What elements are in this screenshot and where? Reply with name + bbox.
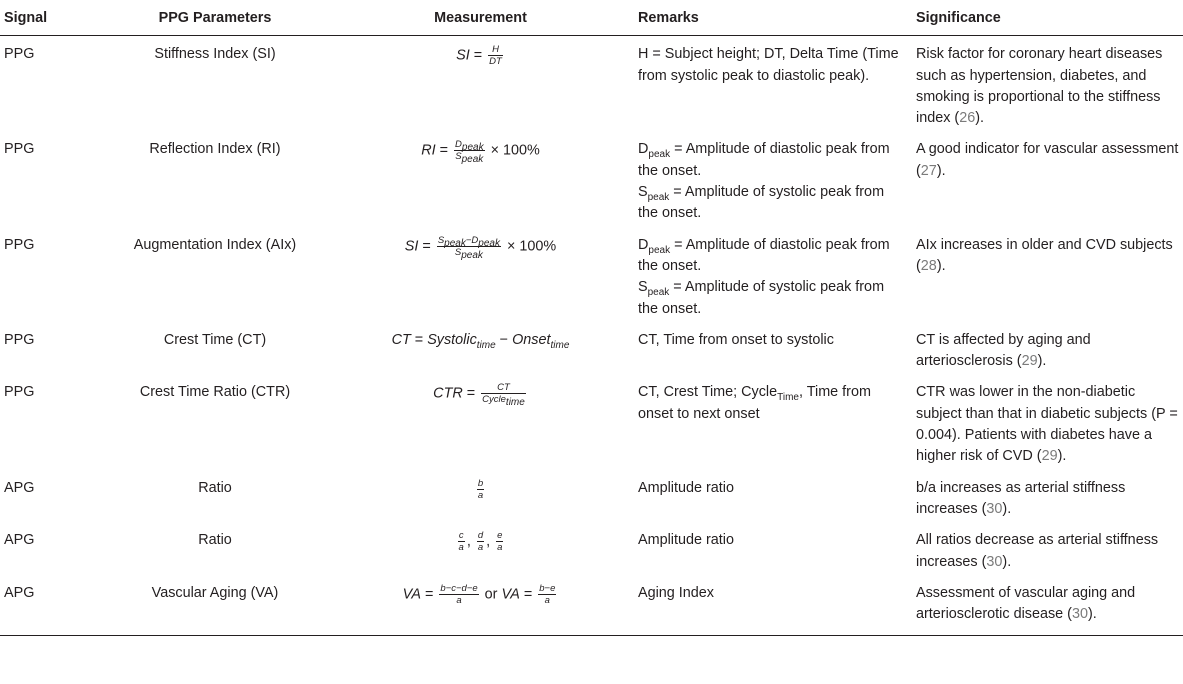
cell-signal: PPG xyxy=(4,384,35,401)
formula-equals: = xyxy=(421,586,438,603)
formula-lhs: SI xyxy=(404,237,419,254)
formula-lhs: CT xyxy=(391,331,411,348)
operator: − xyxy=(465,234,472,246)
cell-signal: PPG xyxy=(4,141,35,158)
cell-parameter: Augmentation Index (AIx) xyxy=(133,236,297,253)
remark-diastolic xyxy=(638,235,908,278)
cell-measurement xyxy=(327,322,634,375)
table-row xyxy=(0,322,1183,375)
reference-link[interactable]: 30 xyxy=(986,553,1003,570)
significance-text: All ratios decrease as arterial stiffness increases ( xyxy=(916,532,1159,570)
cell-significance xyxy=(912,522,1183,575)
remark-text: = Amplitude of systolic peak from the onset. xyxy=(638,184,885,222)
header-remarks: Remarks xyxy=(634,6,912,36)
formula-lhs: RI xyxy=(421,142,436,159)
fraction xyxy=(437,234,501,261)
remark-text: = Amplitude of diastolic peak from the onset. xyxy=(638,236,890,274)
significance-end: ). xyxy=(936,257,946,274)
cell-parameter: Vascular Aging (VA) xyxy=(103,575,327,636)
formula-lhs: SI xyxy=(456,47,470,64)
reference-link[interactable]: 29 xyxy=(1021,353,1038,370)
fraction-numerator xyxy=(437,235,501,247)
symbol: S xyxy=(437,234,445,246)
cell-remarks: Aging Index xyxy=(634,575,912,636)
fraction-numerator: c xyxy=(458,530,464,542)
table-header-row xyxy=(0,6,1183,36)
symbol: D xyxy=(471,234,479,246)
ppg-parameters-table xyxy=(0,6,1183,636)
reference-link[interactable]: 28 xyxy=(920,257,937,274)
remark-text: , Time from onset to next onset xyxy=(638,384,871,422)
fraction-numerator: d xyxy=(477,530,484,542)
fraction-denominator: a xyxy=(477,542,484,554)
cell-remarks: Amplitude ratio xyxy=(638,479,734,496)
reference-link[interactable]: 29 xyxy=(1041,448,1058,465)
cell-remarks xyxy=(634,374,912,469)
symbol: D xyxy=(638,236,649,253)
cell-measurement xyxy=(327,131,634,226)
fraction-denominator: a xyxy=(497,542,503,554)
fraction-denominator: DT xyxy=(489,56,502,68)
operator: − xyxy=(495,331,513,348)
significance-text: CT is affected by aging and arteriosclerosis ( xyxy=(916,331,1091,370)
reference-link[interactable]: 30 xyxy=(1071,606,1088,623)
significance-end: ). xyxy=(1002,553,1012,570)
symbol: Systolic xyxy=(427,331,477,348)
table-row xyxy=(0,470,1183,523)
remark-text: CT, Crest Time; Cycle xyxy=(638,384,778,401)
fraction-denominator xyxy=(481,394,526,409)
formula-tail: × 100% xyxy=(490,142,540,159)
cell-significance xyxy=(912,227,1183,322)
significance-end: ). xyxy=(1002,500,1012,517)
formula-equals: = xyxy=(418,237,435,254)
cell-parameter: Crest Time Ratio (CTR) xyxy=(139,384,291,401)
significance-end: ). xyxy=(936,162,946,179)
cell-remarks: CT, Time from onset to systolic xyxy=(638,331,834,348)
remark-text: = Amplitude of diastolic peak from the onset. xyxy=(638,141,890,179)
cell-measurement xyxy=(327,522,634,575)
symbol: S xyxy=(638,184,648,201)
fraction-denominator: a xyxy=(456,594,462,606)
cell-significance xyxy=(912,575,1183,636)
fraction-denominator: a xyxy=(458,542,464,554)
table-row xyxy=(0,36,1183,132)
symbol: Cycle xyxy=(482,394,506,406)
symbol: Onset xyxy=(512,331,551,348)
subscript: peak xyxy=(647,191,670,203)
table-row xyxy=(0,374,1183,469)
cell-parameter: Reflection Index (RI) xyxy=(149,141,281,158)
cell-parameter: Ratio xyxy=(198,532,232,549)
fraction-denominator: a xyxy=(544,594,550,606)
subscript: peak xyxy=(444,237,466,249)
cell-signal: APG xyxy=(4,532,35,549)
header-significance: Significance xyxy=(912,6,1183,36)
significance-end: ). xyxy=(975,110,985,127)
significance-end: ). xyxy=(1057,448,1067,465)
fraction-numerator: b xyxy=(477,477,484,489)
fraction xyxy=(538,583,556,606)
table-row xyxy=(0,131,1183,226)
formula-equals: = xyxy=(410,331,428,348)
significance-text: b/a increases as arterial stiffness increases ( xyxy=(916,479,1126,517)
separator: , xyxy=(466,533,475,550)
significance-text: Assessment of vascular aging and arteriosclerotic disease ( xyxy=(916,584,1136,623)
subscript: time xyxy=(476,339,496,351)
fraction-numerator xyxy=(454,139,485,154)
subscript: peak xyxy=(461,249,483,261)
fraction-numerator: CT xyxy=(481,382,526,394)
significance-text: Risk factor for coronary heart diseases such as hypertension, diabetes, and smoking is proportional to the stiffness index ( xyxy=(916,46,1163,127)
cell-measurement xyxy=(327,575,634,636)
cell-measurement xyxy=(327,227,634,322)
symbol: S xyxy=(638,279,648,296)
symbol: S xyxy=(454,246,462,258)
fraction-denominator xyxy=(454,151,485,166)
formula-lhs: CTR xyxy=(433,385,463,402)
cell-signal: PPG xyxy=(4,236,35,253)
cell-significance xyxy=(912,470,1183,523)
fraction xyxy=(488,44,503,67)
formula-tail: × 100% xyxy=(506,237,557,254)
fraction-numerator: H xyxy=(488,44,503,56)
cell-remarks: H = Subject height; DT, Delta Time (Time from systolic peak to diastolic peak). xyxy=(638,46,899,84)
formula-equals: = xyxy=(462,385,480,402)
reference-link[interactable]: 30 xyxy=(986,500,1003,517)
remark-systolic xyxy=(638,277,908,320)
cell-measurement xyxy=(327,470,634,523)
symbol: S xyxy=(455,151,462,163)
formula-or: or xyxy=(480,586,502,603)
cell-parameter: Ratio xyxy=(198,479,232,496)
cell-parameter: Stiffness Index (SI) xyxy=(154,46,276,63)
header-signal: Signal xyxy=(0,6,103,36)
cell-signal: PPG xyxy=(4,46,35,63)
formula-equals: = xyxy=(469,47,487,64)
symbol: D xyxy=(638,141,649,158)
table-row xyxy=(0,575,1183,636)
table-row xyxy=(0,522,1183,575)
header-ppg-parameters: PPG Parameters xyxy=(103,6,327,36)
fraction xyxy=(496,530,503,553)
formula-equals: = xyxy=(519,586,537,603)
cell-significance xyxy=(912,374,1183,469)
significance-text: CTR was lower in the non-diabetic subject than that in diabetic subjects (P = 0.004). Patients with diabetes have a higher risk of CVD ( xyxy=(916,384,1178,465)
separator: , xyxy=(486,533,495,550)
table-row xyxy=(0,227,1183,322)
reference-link[interactable]: 26 xyxy=(959,110,976,127)
subscript: time xyxy=(505,397,525,409)
reference-link[interactable]: 27 xyxy=(920,162,937,179)
fraction xyxy=(454,139,485,166)
cell-measurement xyxy=(327,374,634,469)
cell-remarks xyxy=(634,131,912,226)
significance-text: A good indicator for vascular assessment ( xyxy=(916,141,1179,179)
remark-diastolic xyxy=(638,139,908,182)
header-measurement: Measurement xyxy=(327,6,634,36)
formula-lhs: VA xyxy=(402,586,421,603)
cell-parameter: Crest Time (CT) xyxy=(163,331,267,348)
fraction xyxy=(477,478,484,501)
remark-systolic xyxy=(638,182,908,225)
significance-end: ). xyxy=(1087,606,1097,623)
significance-text: AIx increases in older and CVD subjects ( xyxy=(916,236,1173,274)
subscript: peak xyxy=(461,142,484,154)
cell-significance xyxy=(912,36,1183,132)
cell-signal: APG xyxy=(0,575,103,636)
subscript: peak xyxy=(648,149,671,161)
cell-signal: PPG xyxy=(4,331,35,348)
subscript: peak xyxy=(461,154,484,166)
formula-lhs: VA xyxy=(501,586,520,603)
subscript: peak xyxy=(648,244,671,256)
subscript: peak xyxy=(647,287,670,299)
symbol: D xyxy=(455,139,462,151)
fraction-numerator: b−e xyxy=(539,582,556,594)
cell-significance xyxy=(912,322,1183,375)
cell-remarks xyxy=(634,227,912,322)
fraction-numerator: e xyxy=(497,530,503,542)
fraction xyxy=(439,583,478,606)
remark-text: = Amplitude of systolic peak from the onset. xyxy=(638,279,885,317)
formula-equals: = xyxy=(435,142,453,159)
cell-remarks: Amplitude ratio xyxy=(638,532,734,549)
fraction xyxy=(477,530,484,553)
fraction-numerator: b−c−d−e xyxy=(440,582,478,594)
fraction-denominator: a xyxy=(477,489,484,501)
fraction xyxy=(481,382,526,409)
subscript: Time xyxy=(777,392,799,404)
subscript: time xyxy=(550,339,570,351)
cell-signal: APG xyxy=(4,479,35,496)
significance-end: ). xyxy=(1037,353,1047,370)
cell-measurement xyxy=(327,36,634,132)
subscript: peak xyxy=(478,237,500,249)
fraction xyxy=(458,530,465,553)
cell-significance xyxy=(912,131,1183,226)
